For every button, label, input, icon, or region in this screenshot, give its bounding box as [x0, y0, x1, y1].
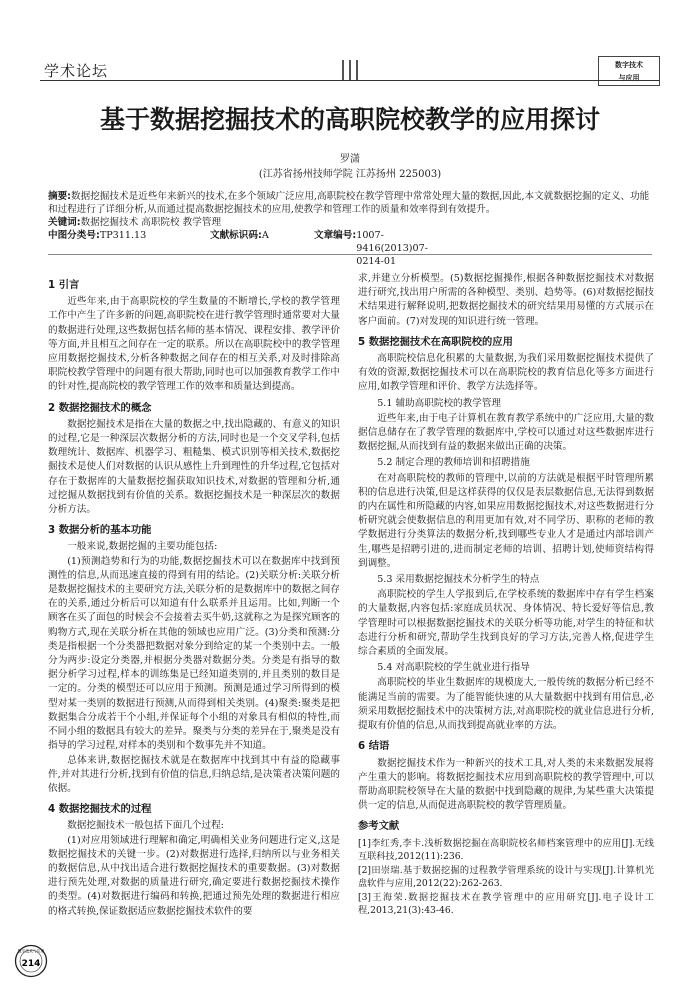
section-heading: 6 结语: [358, 740, 390, 753]
article-author: 罗潇: [340, 154, 360, 165]
paragraph: (1)预测趋势和行为的功能,数据挖掘技术可以在数据库中找到预测性的信息,从而迅速直接的得到有用的结论。(2)关联分析:关联分析是数据挖掘技术的主要研究方法,关联分析的是数据库中的数据之间存在的关系,通过分析后可以知道有什么联系并且运用。比如,判断一个顾客在买了面包的时候会不会接着去买牛奶,这就称之为是探究顾客的购物方式,现在关联分析在其他的领域也应用广泛。(3)分类和预测:分类是指根据一个分类器把数据对象分到给定的某一个类别中去。一般分为两步:设定分类器,并根据分类器对数据分类。分类是有指导的数据分析学习过程,样本的训练集是已经知道类别的,并且类别的数目是一定的。分类的模型还可以应用于预测。预测是通过学习所得到的模型对某一类别的数据进行预测,从而得到相关类别。(4)聚类:聚类是把数据集合分成若干个小组,并保证每个小组的对象具有相似的特性,而不同小组的数据具有较大的差异。聚类与分类的差异在于,聚类是没有指导的学习过程,对样本的类别和个数事先并不知道。: [48, 555, 340, 752]
section-heading: 1 引言: [48, 279, 80, 291]
subsection-heading: 5.2 制定合理的教师培训和招聘措施: [377, 457, 530, 469]
reference-item: [3]王海荣.数据挖掘技术在教学管理中的应用研究[J].电子设计工程,2013,21(3):43-46.: [358, 891, 654, 917]
paragraph: 在对高职院校的教师的管理中,以前的方法就是根据平时管理所累积的信息进行决策,但是这样获得的仅仅是表层数据信息,无法得到数据的内在属性和所隐藏的内容,如果应用数据挖掘技术,对这些数据进行分析研究就会使数据信息的利用更加有效,对不同学历、职称的老师的教学数据进行分类算法的数据分析,找到哪些专业人才是通过内部培训产生,哪些是招聘引进的,进而制定老师的培训、招聘计划,使师资结构得到调整。: [358, 472, 654, 569]
reference-list: [358, 837, 654, 919]
paragraph: 数据挖掘技术是指在大量的数据之中,找出隐藏的、有意义的知识的过程,它是一种深层次数据分析的方法,同时也是一个交叉学科,包括数理统计、数据库、机器学习、粗糙集、模式识别等相关技术,数据挖掘技术是使人们对数据的认识从感性上升到理性的升华过程,它包括对存在于数据库的大量数据挖掘获取知识技术,对数据的管理和分析,通过挖掘从数据找到有价值的关系。数据挖掘技术是一种深层次的数据分析方法。: [48, 418, 340, 516]
journal-logo: [598, 56, 660, 86]
header-rule: [40, 80, 660, 81]
paragraph: 近些年来,由于高职院校的学生数量的不断增长,学校的教学管理工作中产生了许多新的问题,高职院校在进行教学管理时通常要对大量的数据进行处理,这些数据包括名师的基本情况、课程安排、教学评价等方面,并且相互之间存在一定的联系。所以在高职院校中的教学管理应用数据挖掘技术,分析各种数据之间存在的相互关系,对及时排除高职院校教学管理中的问题有很大帮助,同时也可以加强教育教学工作中的针对性,提高院校的教学管理工作的效率和质量达到提高。: [48, 296, 340, 393]
paragraph: 近些年来,由于电子计算机在教育教学系统中的广泛应用,大量的数据信息储存在了教学管理的数据库中,学校可以通过对这些数据库进行数据挖掘,从而找到有益的数据来做出正确的决策。: [358, 412, 654, 453]
section-heading: 4 数据挖掘技术的过程: [48, 803, 152, 816]
clc-label: 中图分类号:: [48, 230, 100, 241]
reference-item: [1]李红秀,李卡.浅析数据挖掘在高职院校名师档案管理中的应用[J].无线互联科技,2012(11):236.: [358, 837, 654, 863]
keywords-label: 关键词:: [48, 217, 81, 228]
references-heading: 参考文献: [358, 820, 400, 833]
reference-item: [2]田崇瑞.基于数据挖掘的过程教学管理系统的设计与实现[J].计算机光盘软件与应用,2012(22):262-263.: [358, 864, 654, 890]
section-heading: 5 数据挖掘技术在高职院校的应用: [358, 335, 513, 348]
page-header: [0, 0, 700, 92]
paragraph: 数据挖掘技术一般包括下面几个过程:: [67, 820, 224, 832]
keywords-text: 数据挖掘技术 高职院校 教学管理: [80, 217, 222, 228]
right-column: [358, 272, 654, 918]
doc-code-label: 文献标识码:: [210, 230, 262, 241]
subsection-heading: 5.1 辅助高职院校的教学管理: [377, 397, 502, 409]
paragraph: 高职院校的毕业生数据库的规模庞大,一般传统的数据分析已经不能满足当前的需要。为了能智能快速的从大量数据中找到有用信息,必须采用数据挖掘技术中的决策树方法,对高职院校的就业信息进行分析,提取有价值的信息,从而找到提高就业率的方法。: [358, 677, 654, 732]
keywords: [48, 216, 652, 229]
journal-logo-bottom: 与应用: [618, 74, 640, 82]
classification-row: [48, 229, 652, 267]
abstract-text: 数据挖掘技术是近些年来新兴的技术,在多个领域广泛应用,高职院校在教学管理中常常处理大量的数据,因此,本文就数据挖掘的定义、功能和过程进行了详细分析,从而通过提高数据挖掘技术的应用,使教学和管理工作的质量和效率得到有效提升。: [48, 191, 650, 215]
section-heading: 2 数据挖掘技术的概念: [48, 401, 152, 414]
abstract-label: 摘要:: [48, 191, 72, 202]
subsection-heading: 5.3 采用数据挖掘技术分析学生的特点: [377, 574, 540, 586]
paragraph: 求,并建立分析模型。(5)数据挖掘操作,根据各种数据挖掘技术对数据进行研究,找出用户所需的各种模型、类别、趋势等。(6)对数据挖掘技术结果进行解释说明,把数据挖掘技术的研究结果用易懂的方式展示在客户面前。(7)对发现的知识进行统一管理。: [358, 273, 654, 327]
article-number-label: 文章编号:: [314, 230, 357, 241]
paragraph: 一般来说,数据挖掘的主要功能包括:: [67, 541, 218, 553]
left-column: [48, 272, 340, 919]
subsection-heading: 5.4 对高职院校的学生就业进行指导: [377, 662, 530, 674]
article-affiliation: (江苏省扬州技师学院 江苏扬州 225003): [258, 169, 442, 180]
paragraph: 高职院校的学生人学报到后,在学校系统的数据库中存有学生档案的大量数据,内容包括:家庭成员状况、身体情况、特长爱好等信息,教学管理时可以根据数据挖掘技术的关联分析等功能,对学生的特征和状态进行分析和研究,帮助学生找到良好的学习方法,完善人格,促进学生综合素质的全面发展。: [358, 589, 654, 658]
section-heading: 3 数据分析的基本功能: [48, 524, 152, 537]
article-title: 基于数据挖掘技术的高职院校教学的应用探讨: [99, 105, 600, 134]
clc-value: TP311.13: [99, 230, 147, 241]
page-number: 214: [21, 959, 41, 969]
header-decoration: [340, 60, 362, 80]
abstract: [48, 190, 652, 216]
paragraph: 数据挖掘技术作为一种新兴的技术工具,对人类的未来数据发展将产生重大的影响。将数据挖掘技术应用到高职院校的教学管理中,可以帮助高职院校领导在大量的数据中找到隐藏的规律,为某些重大决策提供一定的信息,从而促进高职院校的教学管理质量。: [358, 757, 654, 812]
paragraph: 总体来讲,数据挖掘技术就是在数据库中找到其中有益的隐藏事件,并对其进行分析,找到有价值的信息,归纳总结,是决策者决策问题的依据。: [48, 754, 340, 794]
paragraph: 高职院校信息化积累的大量数据,为我们采用数据挖掘技术提供了有效的资源,数据挖掘技术可以在高职院校的教育信息化等多方面进行应用,如教学管理和评价、教学方法选择等。: [358, 353, 654, 393]
meta-divider: [48, 254, 652, 255]
badge-label: 数字技术与应用: [17, 948, 45, 954]
article-number-value: 1007-9416(2013)07-0214-01: [356, 230, 428, 267]
page-number-badge: [14, 944, 48, 978]
doc-code-value: A: [261, 230, 269, 241]
section-title: 学术论坛: [44, 62, 109, 80]
journal-logo-top: 数字技术: [615, 61, 643, 69]
article-meta: [48, 190, 652, 267]
paragraph: (1)对应用领域进行理解和确定,明确相关业务问题进行定义,这是数据挖掘技术的关键一步。(2)对数据进行选择,归纳所以与业务相关的数据信息,从中找出适合进行数据挖掘技术的重要数据。(3)对数据进行预先处理,对数据的质量进行研究,确定要进行数据挖掘技术操作的类型。(4)对数据进行编码和转换,把通过预先处理的数据进行相应的格式转换,保证数据适应数据挖掘技术软件的要: [48, 834, 340, 917]
